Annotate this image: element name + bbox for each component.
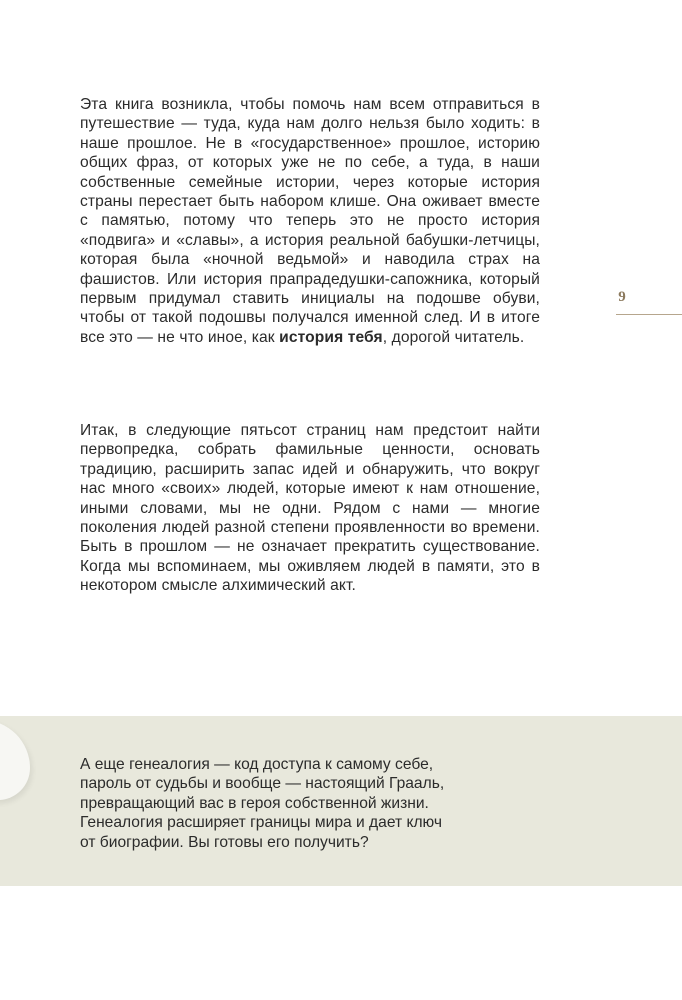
paragraph-1-end: , дорогой читатель. (382, 328, 525, 346)
callout-line: от биографии. Вы готовы его получить? (80, 833, 369, 851)
page-number: 9 (618, 289, 626, 305)
paragraph-1-bold: история тебя (279, 328, 383, 346)
paragraph-1 (80, 95, 540, 347)
page-number-rule (616, 314, 682, 315)
paragraph-2-text: Итак, в следующие пятьсот страниц нам предстоит найти первопредка, собрать фамильные ценности, основать традицию, расширить запас идей и обнаружить, что вокруг нас много «своих» людей, которые имеют к нам отношение, иными словами, мы не одни. Рядом с нами — многие поколения людей разной степени проявленности во времени. Быть в прошлом — не означает прекратить существование. Когда мы вспоминаем, мы оживляем людей в памяти, это в некотором смысле алхимический акт. (80, 422, 540, 595)
callout-line: А еще генеалогия — код доступа к самому себе, (80, 756, 434, 773)
callout-line: Генеалогия расширяет границы мира и дает ключ (80, 814, 443, 832)
callout-text (80, 755, 560, 852)
paragraph-1-text (80, 95, 540, 347)
callout-line: пароль от судьбы и вообще — настоящий Грааль, (80, 775, 445, 793)
callout-line: превращающий вас в героя собственной жизни. (80, 794, 429, 812)
paragraph-2 (80, 421, 540, 596)
paragraph-1-start: Эта книга возникла, чтобы помочь нам всем отправиться в путешествие — туда, куда нам долго нельзя было ходить: в наше прошлое. Не в «государственное» прошлое, историю общих фраз, от которых уже не по себе, а туда, в наши собственные семейные истории, через которые история страны перестает быть набором клише. Она оживает вместе с памятью, потому что теперь это не просто история «подвига» и «славы», а история реальной бабушки-летчицы, которая была «ночной ведьмой» и наводила страх на фашистов. Или история прапрадедушки-сапожника, который первым придумал ставить инициалы на подошве обуви, чтобы от такой подошвы получался именной след. И в итоге все это — не что иное, как (80, 96, 540, 346)
